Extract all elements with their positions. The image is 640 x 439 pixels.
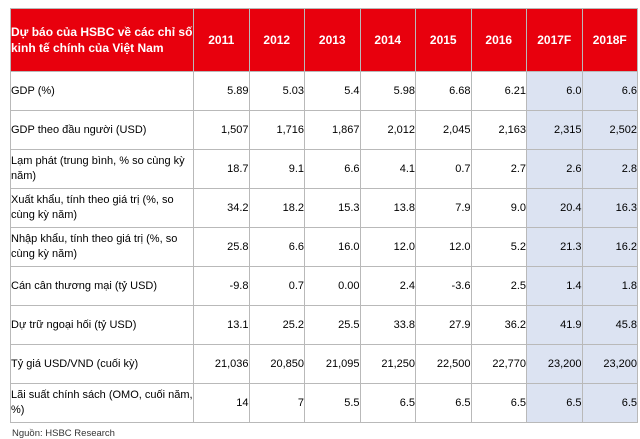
table-row [11, 189, 638, 228]
row-label: Dự trữ ngoại hối (tỷ USD) [11, 306, 194, 345]
cell-value: 21,036 [194, 345, 250, 384]
cell-value: 2.7 [471, 150, 527, 189]
cell-value: 5.89 [194, 72, 250, 111]
cell-value: 20,850 [249, 345, 305, 384]
cell-value: 21,095 [305, 345, 361, 384]
cell-value: 0.7 [249, 267, 305, 306]
cell-value: 18.7 [194, 150, 250, 189]
cell-value: 34.2 [194, 189, 250, 228]
cell-value: 12.0 [416, 228, 472, 267]
column-header-year-7: 2017F [527, 9, 583, 72]
cell-value: 5.03 [249, 72, 305, 111]
cell-value: -3.6 [416, 267, 472, 306]
cell-value-forecast: 23,200 [527, 345, 583, 384]
cell-value-forecast: 16.2 [582, 228, 638, 267]
cell-value: 13.8 [360, 189, 416, 228]
cell-value-forecast: 2,502 [582, 111, 638, 150]
column-header-year-2: 2012 [249, 9, 305, 72]
row-label: GDP (%) [11, 72, 194, 111]
cell-value-forecast: 1.8 [582, 267, 638, 306]
cell-value: 0.7 [416, 150, 472, 189]
cell-value: 18.2 [249, 189, 305, 228]
column-header-year-3: 2013 [305, 9, 361, 72]
cell-value: 9.0 [471, 189, 527, 228]
cell-value: 25.2 [249, 306, 305, 345]
row-label: Xuất khẩu, tính theo giá trị (%, so cùng kỳ năm) [11, 189, 194, 228]
cell-value: 2.5 [471, 267, 527, 306]
cell-value: 6.21 [471, 72, 527, 111]
cell-value: 36.2 [471, 306, 527, 345]
column-header-year-1: 2011 [194, 9, 250, 72]
cell-value: 1,867 [305, 111, 361, 150]
table-body [11, 72, 638, 423]
cell-value: 25.8 [194, 228, 250, 267]
cell-value: 6.6 [305, 150, 361, 189]
table-row [11, 228, 638, 267]
cell-value: 7 [249, 384, 305, 423]
column-header-year-5: 2015 [416, 9, 472, 72]
cell-value-forecast: 16.3 [582, 189, 638, 228]
cell-value-forecast: 2.8 [582, 150, 638, 189]
cell-value-forecast: 2.6 [527, 150, 583, 189]
cell-value: 1,716 [249, 111, 305, 150]
forecast-table [10, 8, 638, 423]
cell-value-forecast: 41.9 [527, 306, 583, 345]
cell-value: 15.3 [305, 189, 361, 228]
row-label: GDP theo đầu người (USD) [11, 111, 194, 150]
cell-value-forecast: 20.4 [527, 189, 583, 228]
cell-value: 5.5 [305, 384, 361, 423]
table-row [11, 150, 638, 189]
cell-value-forecast: 45.8 [582, 306, 638, 345]
cell-value: 2,163 [471, 111, 527, 150]
cell-value: 6.5 [360, 384, 416, 423]
cell-value: 6.5 [416, 384, 472, 423]
cell-value: 33.8 [360, 306, 416, 345]
cell-value-forecast: 6.6 [582, 72, 638, 111]
cell-value: 6.6 [249, 228, 305, 267]
table-row [11, 267, 638, 306]
column-header-year-8: 2018F [582, 9, 638, 72]
cell-value-forecast: 23,200 [582, 345, 638, 384]
cell-value: 16.0 [305, 228, 361, 267]
cell-value: 22,770 [471, 345, 527, 384]
table-header [11, 9, 638, 72]
row-label: Nhập khẩu, tính theo giá trị (%, so cùng kỳ năm) [11, 228, 194, 267]
cell-value: -9.8 [194, 267, 250, 306]
column-header-year-6: 2016 [471, 9, 527, 72]
table-row [11, 306, 638, 345]
table-row [11, 111, 638, 150]
cell-value: 12.0 [360, 228, 416, 267]
column-header-year-4: 2014 [360, 9, 416, 72]
table-row [11, 72, 638, 111]
row-label: Tỷ giá USD/VND (cuối kỳ) [11, 345, 194, 384]
cell-value-forecast: 2,315 [527, 111, 583, 150]
cell-value: 27.9 [416, 306, 472, 345]
cell-value: 13.1 [194, 306, 250, 345]
cell-value: 14 [194, 384, 250, 423]
cell-value: 5.2 [471, 228, 527, 267]
cell-value: 9.1 [249, 150, 305, 189]
cell-value-forecast: 1.4 [527, 267, 583, 306]
cell-value-forecast: 21.3 [527, 228, 583, 267]
cell-value: 6.5 [471, 384, 527, 423]
row-label: Lãi suất chính sách (OMO, cuối năm, %) [11, 384, 194, 423]
row-label: Lạm phát (trung bình, % so cùng kỳ năm) [11, 150, 194, 189]
table-header-row [11, 9, 638, 72]
row-label: Cán cân thương mại (tỷ USD) [11, 267, 194, 306]
cell-value: 4.1 [360, 150, 416, 189]
cell-value-forecast: 6.5 [582, 384, 638, 423]
cell-value: 6.68 [416, 72, 472, 111]
cell-value: 0.00 [305, 267, 361, 306]
cell-value: 22,500 [416, 345, 472, 384]
source-note: Nguồn: HSBC Research [12, 428, 115, 439]
cell-value: 21,250 [360, 345, 416, 384]
cell-value: 5.98 [360, 72, 416, 111]
cell-value: 2,045 [416, 111, 472, 150]
cell-value-forecast: 6.5 [527, 384, 583, 423]
cell-value-forecast: 6.0 [527, 72, 583, 111]
cell-value: 2.4 [360, 267, 416, 306]
table-row [11, 345, 638, 384]
table-title: Dự báo của HSBC về các chỉ số kinh tế chính của Việt Nam [11, 9, 194, 72]
cell-value: 1,507 [194, 111, 250, 150]
cell-value: 2,012 [360, 111, 416, 150]
cell-value: 5.4 [305, 72, 361, 111]
table-row [11, 384, 638, 423]
cell-value: 25.5 [305, 306, 361, 345]
cell-value: 7.9 [416, 189, 472, 228]
